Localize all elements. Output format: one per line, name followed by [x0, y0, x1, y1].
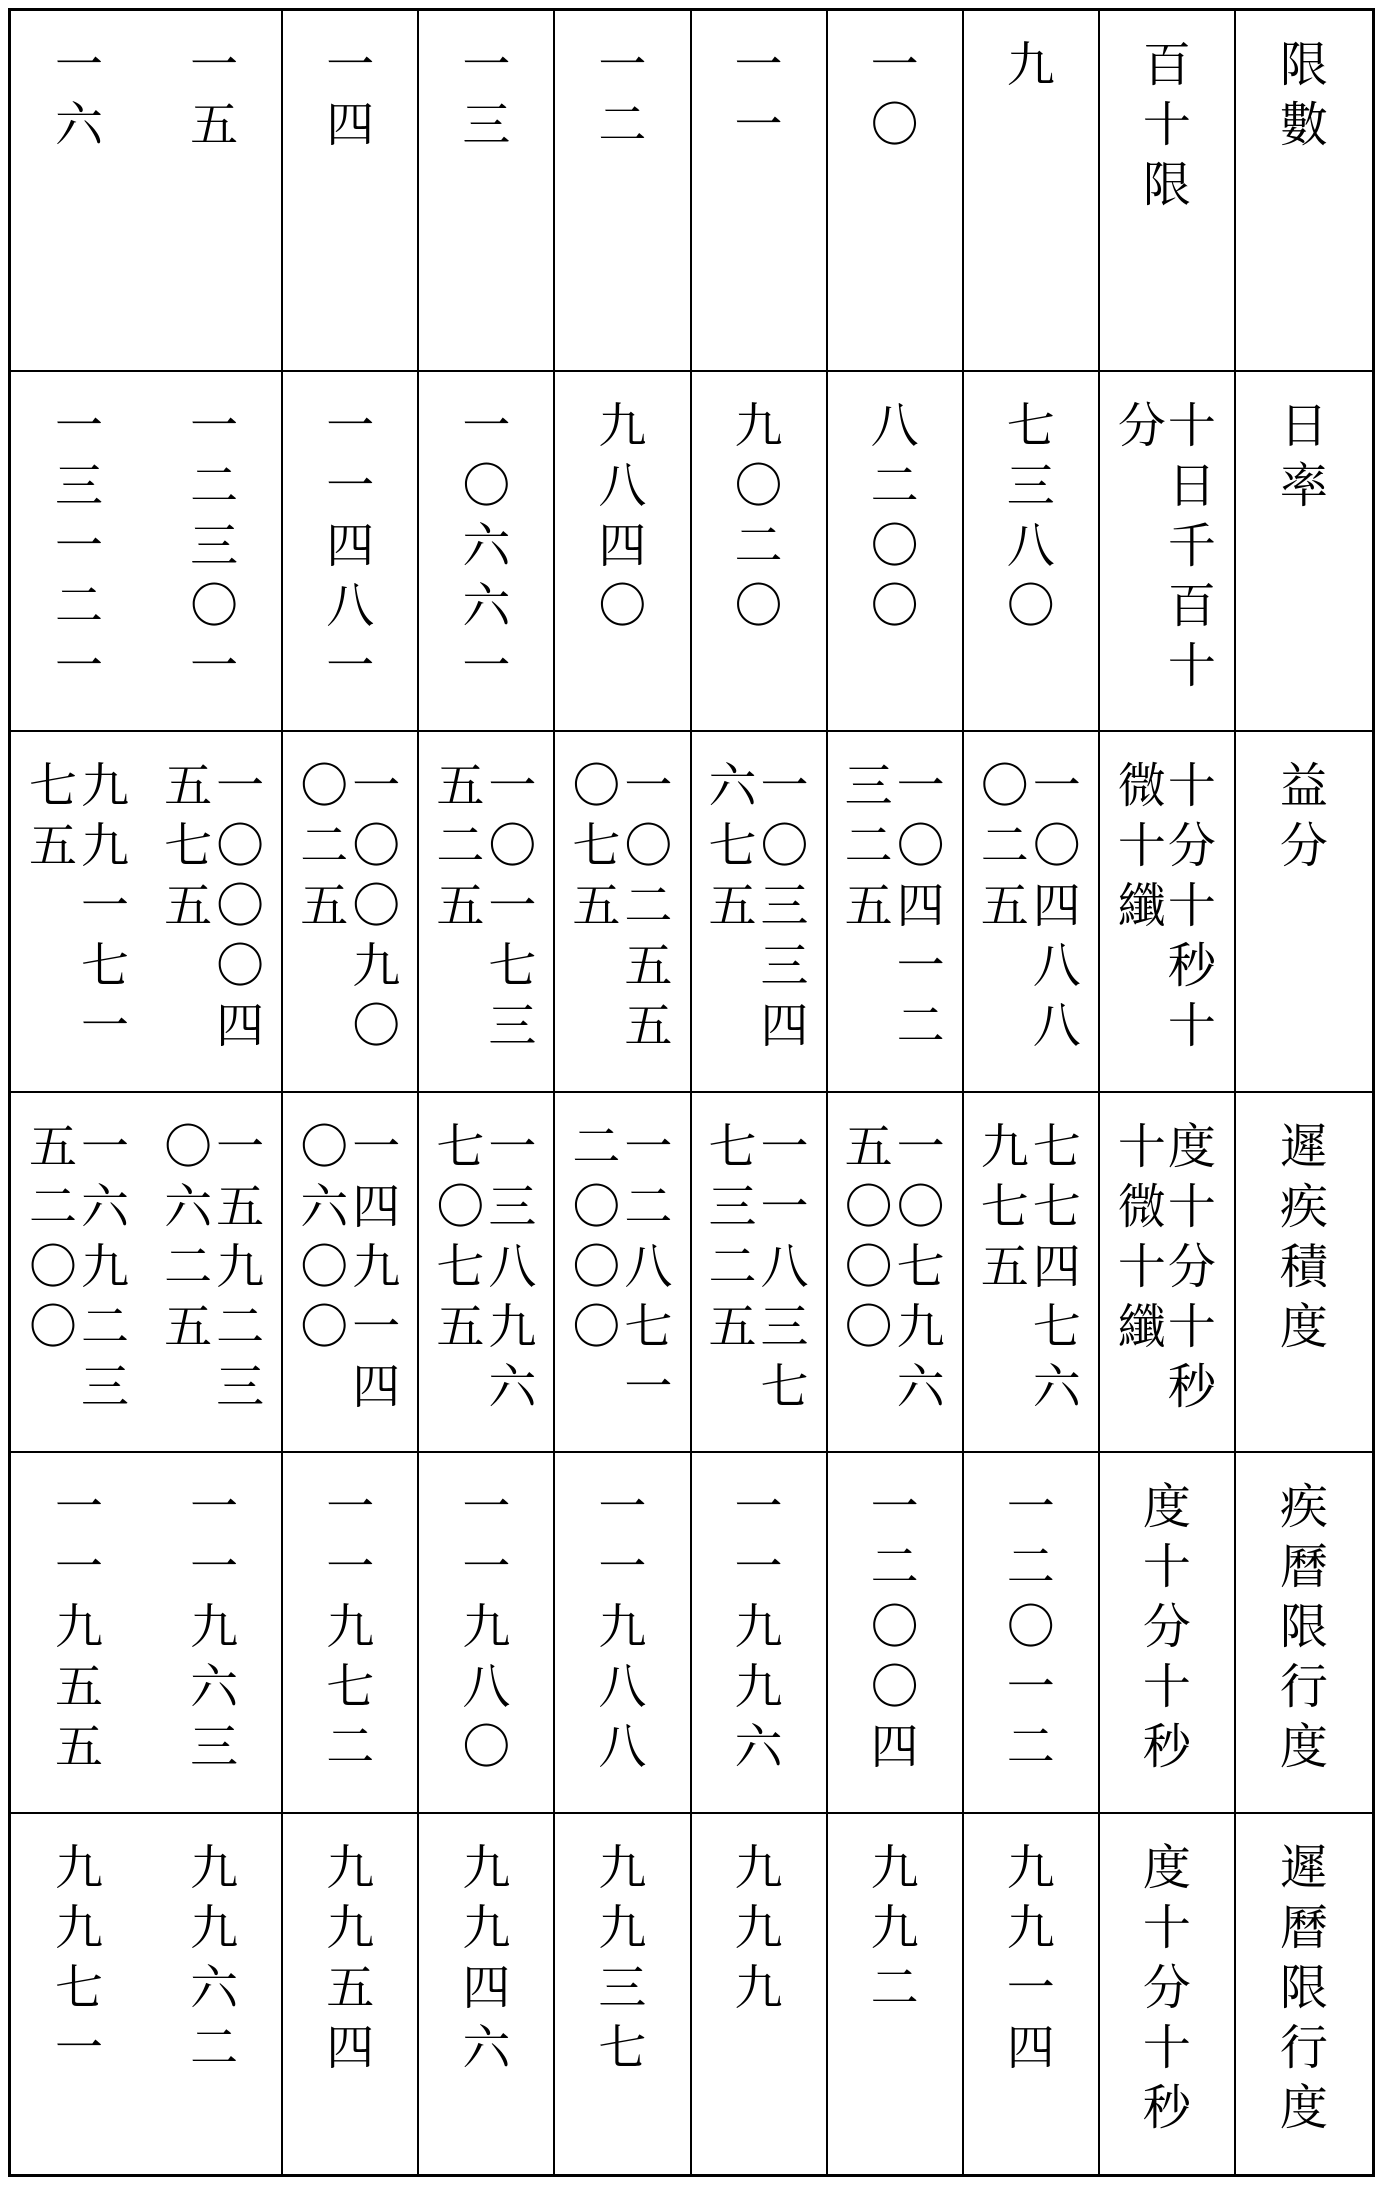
- row-header: [1236, 732, 1372, 1093]
- vertical-text-line: 十 分 十 秒 十: [1167, 758, 1216, 1054]
- vertical-text-line: 益 分: [1279, 758, 1328, 874]
- vertical-text-line: 〇 七 五: [572, 758, 621, 934]
- table-cell: [964, 372, 1100, 733]
- vertical-text-line: 七 五: [29, 758, 78, 874]
- vertical-text-line: 九 八 四 〇: [598, 397, 647, 634]
- unit-cell: [1100, 1093, 1236, 1454]
- vertical-text-line: 一 三 一 二 一: [55, 397, 104, 694]
- vertical-text-line: 限 數: [1279, 37, 1328, 153]
- row-header: [1236, 1093, 1372, 1454]
- table-cell: [964, 1093, 1100, 1454]
- vertical-text-line: 七 七 四 七 六: [1032, 1118, 1081, 1415]
- table-cell: [11, 11, 147, 372]
- vertical-text-line: 九: [1006, 37, 1055, 93]
- vertical-text-line: 九 九 一 七 一: [81, 758, 130, 1054]
- vertical-text-line: 九 九 四 六: [462, 1839, 511, 2076]
- vertical-text-line: 三 二 五: [844, 758, 893, 934]
- table-cell: [147, 1093, 283, 1454]
- table-cell: [692, 1814, 828, 2175]
- table-cell: [692, 1453, 828, 1814]
- vertical-text-line: 一 〇 七 九 六: [896, 1118, 945, 1415]
- table-cell: [828, 1093, 964, 1454]
- vertical-text-line: 七 〇 七 五: [436, 1118, 485, 1355]
- unit-cell: [1100, 1814, 1236, 2175]
- vertical-text-line: 六 七 五: [708, 758, 757, 934]
- vertical-text-line: 九 九 七 一: [55, 1839, 104, 2076]
- vertical-text-line: 一 一 九 八 〇: [462, 1479, 511, 1775]
- table-cell: [419, 372, 555, 733]
- vertical-text-line: 〇 二 五: [300, 758, 349, 934]
- vertical-text-line: 一 三: [462, 37, 511, 153]
- vertical-text-line: 一 六 九 二 三: [81, 1118, 130, 1415]
- vertical-text-line: 七 三 八 〇: [1006, 397, 1055, 634]
- vertical-text-line: 遲 曆 限 行 度: [1279, 1839, 1328, 2136]
- vertical-text-line: 一 一 九 六 三: [190, 1479, 239, 1775]
- vertical-text-line: 一 一 九 八 八: [598, 1479, 647, 1775]
- table-cell: [283, 1453, 419, 1814]
- table-cell: [11, 1093, 147, 1454]
- vertical-text-line: 一 二 八 七 一: [624, 1118, 673, 1415]
- vertical-text-line: 遲 疾 積 度: [1279, 1118, 1328, 1355]
- vertical-text-line: 度 十 分 十 秒: [1142, 1479, 1191, 1775]
- row-header: [1236, 11, 1372, 372]
- vertical-text-line: 七 三 二 五: [708, 1118, 757, 1355]
- vertical-text-line: 一 〇 一 七 三: [488, 758, 537, 1054]
- vertical-text-line: 一 二 三 〇 一: [190, 397, 239, 694]
- vertical-text-line: 一 一 九 九 六: [734, 1479, 783, 1775]
- vertical-text-line: 十 微 十 纖: [1117, 1118, 1166, 1355]
- unit-cell: [1100, 11, 1236, 372]
- vertical-text-line: 疾 曆 限 行 度: [1279, 1479, 1328, 1775]
- table-cell: [147, 372, 283, 733]
- table-cell: [283, 1814, 419, 2175]
- table-cell: [555, 1453, 691, 1814]
- unit-cell: [1100, 1453, 1236, 1814]
- vertical-text-line: 〇 二 五: [980, 758, 1029, 934]
- vertical-text-line: 五 〇 〇 〇: [844, 1118, 893, 1355]
- vertical-text-line: 一 一 九 五 五: [55, 1479, 104, 1775]
- vertical-text-line: 二 〇 〇 〇: [572, 1118, 621, 1355]
- table-cell: [555, 1814, 691, 2175]
- vertical-text-line: 一 〇 四 一 二: [896, 758, 945, 1054]
- vertical-text-line: 一 一 四 八 一: [326, 397, 375, 694]
- table-cell: [11, 732, 147, 1093]
- vertical-text-line: 一 〇 〇 九 〇: [352, 758, 401, 1054]
- table-cell: [555, 1093, 691, 1454]
- table-cell: [147, 11, 283, 372]
- vertical-text-line: 五 二 五: [436, 758, 485, 934]
- vertical-text-line: 五 二 〇 〇: [29, 1118, 78, 1355]
- vertical-text-line: 度 十 分 十 秒: [1142, 1839, 1191, 2136]
- vertical-text-line: 九 〇 二 〇: [734, 397, 783, 634]
- table-cell: [11, 372, 147, 733]
- table-cell: [283, 11, 419, 372]
- row-header: [1236, 1453, 1372, 1814]
- table-cell: [555, 732, 691, 1093]
- table-cell: [692, 1093, 828, 1454]
- table-cell: [11, 1814, 147, 2175]
- vertical-text-line: 一 二 〇 一 二: [1006, 1479, 1055, 1775]
- vertical-text-line: 一 〇 六 六 一: [462, 397, 511, 694]
- vertical-text-line: 九 九 九: [734, 1839, 783, 2016]
- vertical-text-line: 一 六: [55, 37, 104, 153]
- vertical-text-line: 一 〇 〇 〇 四: [216, 758, 265, 1054]
- vertical-text-line: 九 九 三 七: [598, 1839, 647, 2076]
- table-cell: [283, 1093, 419, 1454]
- table-cell: [964, 732, 1100, 1093]
- vertical-text-line: 分: [1117, 397, 1166, 454]
- table-cell: [419, 1814, 555, 2175]
- vertical-text-line: 一 五: [190, 37, 239, 153]
- table-cell: [964, 11, 1100, 372]
- table-cell: [828, 1814, 964, 2175]
- table-cell: [828, 11, 964, 372]
- table-cell: [828, 732, 964, 1093]
- table-cell: [419, 11, 555, 372]
- vertical-text-line: 微 十 纖: [1117, 758, 1166, 934]
- vertical-text-line: 〇 六 二 五: [164, 1118, 213, 1355]
- vertical-text-line: 一 一 九 七 二: [326, 1479, 375, 1775]
- vertical-text-line: 八 二 〇 〇: [870, 397, 919, 634]
- table-cell: [147, 1814, 283, 2175]
- table-cell: [692, 11, 828, 372]
- vertical-text-line: 一 一: [734, 37, 783, 153]
- table-cell: [828, 372, 964, 733]
- vertical-text-line: 一 二: [598, 37, 647, 153]
- vertical-text-line: 一 四 九 一 四: [352, 1118, 401, 1415]
- row-header: [1236, 372, 1372, 733]
- vertical-text-line: 〇 六 〇 〇: [300, 1118, 349, 1355]
- table-cell: [828, 1453, 964, 1814]
- vertical-text-line: 九 九 五 四: [326, 1839, 375, 2076]
- vertical-text-line: 九 七 五: [980, 1118, 1029, 1295]
- vertical-text-line: 一 〇 三 三 四: [760, 758, 809, 1054]
- unit-cell: [1100, 732, 1236, 1093]
- vertical-text-line: 一 二 〇 〇 四: [870, 1479, 919, 1775]
- vertical-text-line: 日 率: [1279, 397, 1328, 514]
- table-cell: [419, 1453, 555, 1814]
- vertical-text-line: 九 九 一 四: [1006, 1839, 1055, 2076]
- table-cell: [555, 11, 691, 372]
- calendar-table: [8, 8, 1375, 2177]
- vertical-text-line: 一 五 九 二 三: [216, 1118, 265, 1415]
- table-cell: [964, 1453, 1100, 1814]
- vertical-text-line: 一 〇 四 八 八: [1032, 758, 1081, 1054]
- table-cell: [964, 1814, 1100, 2175]
- table-cell: [11, 1453, 147, 1814]
- table-cell: [147, 1453, 283, 1814]
- vertical-text-line: 度 十 分 十 秒: [1167, 1118, 1216, 1415]
- unit-cell: [1100, 372, 1236, 733]
- table-cell: [147, 732, 283, 1093]
- vertical-text-line: 一 〇: [870, 37, 919, 153]
- table-cell: [692, 372, 828, 733]
- table-cell: [419, 1093, 555, 1454]
- vertical-text-line: 一 〇 二 五 五: [624, 758, 673, 1054]
- vertical-text-line: 九 九 二: [870, 1839, 919, 2016]
- vertical-text-line: 一 一 八 三 七: [760, 1118, 809, 1415]
- table-cell: [692, 732, 828, 1093]
- vertical-text-line: 一 三 八 九 六: [488, 1118, 537, 1415]
- table-cell: [283, 732, 419, 1093]
- table-cell: [555, 372, 691, 733]
- vertical-text-line: 一 四: [326, 37, 375, 153]
- vertical-text-line: 十 日 千 百 十: [1167, 397, 1216, 694]
- row-header: [1236, 1814, 1372, 2175]
- table-cell: [419, 732, 555, 1093]
- vertical-text-line: 五 七 五: [164, 758, 213, 934]
- table-cell: [283, 372, 419, 733]
- vertical-text-line: 百 十 限: [1142, 37, 1191, 213]
- vertical-text-line: 九 九 六 二: [190, 1839, 239, 2076]
